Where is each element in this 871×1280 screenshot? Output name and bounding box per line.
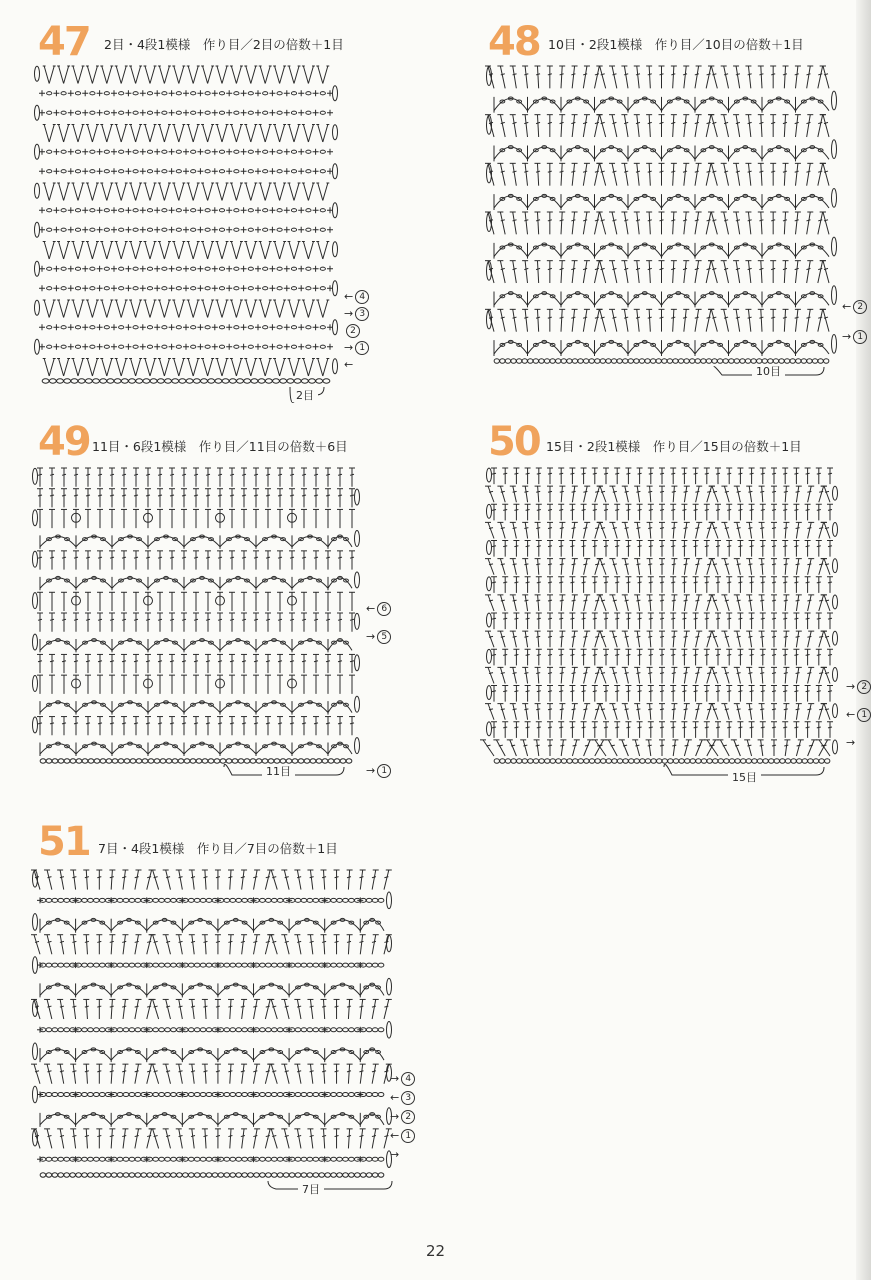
repeat-label: 10目 [752,366,785,378]
chart-row-arc [494,97,829,113]
chart-row-arc [40,576,352,590]
row-marker: → 2 [846,680,871,694]
chart-row-T [37,468,355,487]
chart-row-pic [37,509,355,528]
chart-row-T [37,489,355,508]
chart-row-pt [39,168,333,174]
row-marker: ← 6 [366,602,391,616]
row-marker: → 1 [366,764,391,778]
chart-row-T [37,654,355,673]
row-marker: → 3 [344,307,369,321]
page-number: 22 [425,1242,446,1260]
chart-row-pt [39,110,333,116]
row-marker: ← 3 [390,1091,415,1105]
chart-row-arc [40,535,352,549]
chart-row-sfan [485,704,830,720]
chart-row-fan [31,1064,392,1084]
chart-row-chain [37,1156,384,1162]
chart-row-fan [485,115,829,137]
chart-row-V [43,300,330,318]
chart-row-arc [40,1048,384,1062]
row-marker: 2 [344,324,360,338]
row-marker: ← 1 [846,708,871,722]
chart-row-V [43,66,330,84]
chart-row-fan [31,935,392,955]
chart-row-arc [40,1113,384,1127]
chart-row-arc [494,146,829,162]
pattern-caption: 15目・2段1模様 作り目／15目の倍数＋1目 [546,439,802,454]
chart-row-chain [37,1027,384,1033]
foundation-chain [40,759,352,763]
chart-row-fan [31,999,392,1019]
chart-row-chain [37,1092,384,1098]
foundation-chain [40,1173,384,1177]
chart-row-T [491,468,833,484]
chart-row-sfan [485,667,830,683]
chart-row-sfan [485,631,830,647]
chart-row-arc [40,639,352,653]
chart-row-V [43,359,330,377]
row-marker: ← 1 [390,1129,415,1143]
row-marker: → 1 [842,330,867,344]
chart-row-arcV [40,742,352,756]
row-marker: → [390,1148,400,1161]
crochet-chart [32,862,392,1187]
chart-row-T [491,686,833,702]
chart-row-fan [485,66,829,88]
chart-row-T [491,577,833,593]
chart-row-pt [39,266,333,272]
chart-row-arc [40,701,352,715]
chart-row-V [43,125,330,143]
repeat-label: 7目 [298,1184,324,1196]
chart-row-sfan [485,559,830,575]
pattern-caption: 11目・6段1模様 作り目／11目の倍数＋6目 [92,439,348,454]
chart-row-pt [39,207,333,213]
chart-row-sfan [485,486,830,502]
chart-row-pt [39,344,333,350]
chart-row-pic [37,675,355,694]
row-marker: → 2 [390,1110,415,1124]
crochet-chart [484,460,839,770]
chart-row-sfan [485,522,830,538]
chart-row-T [37,613,355,632]
chart-row-arc [40,983,384,997]
chart-row-V [43,183,330,201]
crochet-chart [32,460,362,770]
chart-row-V [43,242,330,260]
chart-row-fan [31,870,392,890]
chart-row-T [491,613,833,629]
row-marker: ← [344,358,354,371]
pattern-caption: 2目・4段1模様 作り目／2目の倍数＋1目 [104,37,344,52]
row-marker: → 4 [390,1072,415,1086]
row-marker: → [846,736,856,749]
pattern-number: 49 [38,419,90,465]
chart-row-T [491,649,833,665]
repeat-label: 2目 [292,390,318,402]
chart-row-pt [39,324,333,330]
chart-row-arcV [494,340,829,356]
pattern-number: 51 [38,819,90,865]
row-marker: ← 4 [344,290,369,304]
chart-row-fan [485,309,829,331]
crochet-chart [32,58,342,388]
chart-row-pt [39,285,333,291]
chart-row-arc [40,918,384,932]
chart-row-chain [37,897,384,903]
chart-row-T [491,504,833,520]
chart-row-T [491,541,833,557]
chart-row-arc [494,292,829,308]
repeat-bracket [268,1181,392,1189]
chart-row-fanV [480,740,831,756]
page-edge-shadow [856,0,871,1280]
chart-row-T [37,551,355,570]
row-marker: → 1 [344,341,369,355]
chart-row-pt [39,149,333,155]
pattern-number: 48 [488,19,540,65]
pattern-caption: 10目・2段1模様 作り目／10目の倍数＋1目 [548,37,804,52]
chart-row-T [37,717,355,736]
pattern-caption: 7目・4段1模様 作り目／7目の倍数＋1目 [98,841,338,856]
chart-row-fan [31,1129,392,1149]
chart-row-sfan [485,595,830,611]
turning-chains [33,870,392,1167]
chart-row-fan [485,163,829,185]
chart-row-pt [39,227,333,233]
pattern-number: 47 [38,19,90,65]
foundation-chain [42,379,330,383]
chart-row-arc [494,243,829,259]
chart-row-pt [39,90,333,96]
repeat-label: 11目 [262,766,295,778]
chart-row-pic [37,592,355,611]
pattern-number: 50 [488,419,540,465]
row-marker: ← 2 [842,300,867,314]
chart-row-fan [485,261,829,283]
row-marker: → 5 [366,630,391,644]
chart-row-fan [485,212,829,234]
chart-row-chain [37,962,384,968]
foundation-chain [494,759,830,763]
repeat-label: 15目 [728,772,761,784]
crochet-chart [484,58,839,368]
chart-row-arc [494,194,829,210]
chart-row-T [491,722,833,738]
foundation-chain [494,359,829,363]
